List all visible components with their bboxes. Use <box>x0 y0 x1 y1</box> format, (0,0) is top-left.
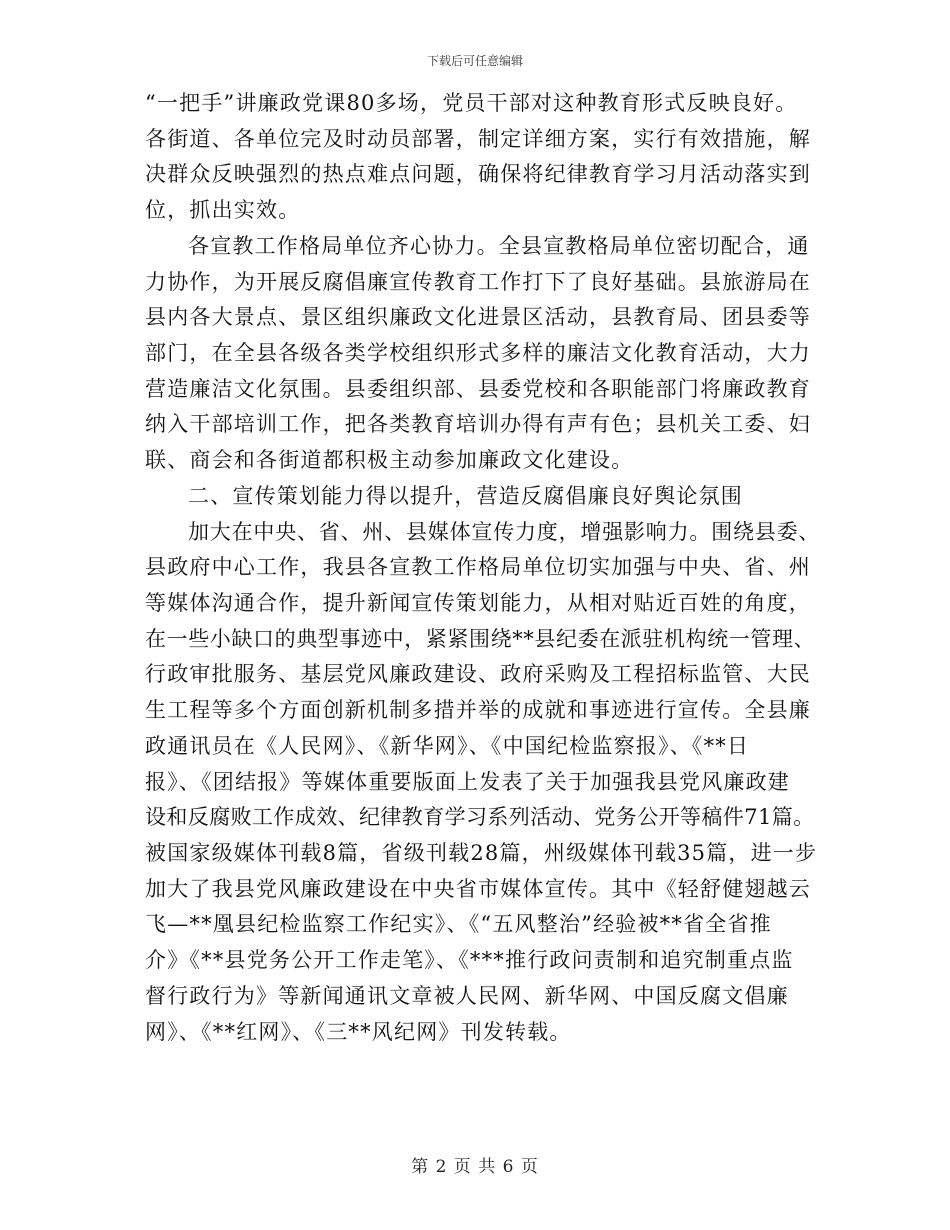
text-line: 营造廉洁文化氛围。县委组织部、县委党校和各职能部门将廉政教育 <box>145 377 811 401</box>
text-line: 飞—**凰县纪检监察工作纪实》、《“五风整治”经验被**省全省推 <box>145 912 772 936</box>
text-line: 县政府中心工作，我县各宣教工作格局单位切实加强与中央、省、州 <box>145 555 811 579</box>
text-line: 位，抓出实效。 <box>145 198 301 222</box>
paragraph-first-line: 加大在中央、省、州、县媒体宣传力度，增强影响力。围绕县委、 <box>188 520 821 544</box>
text-line: 介》《**县党务公开工作走笔》、《***推行政问责制和追究制重点监 <box>145 948 794 972</box>
text-line: 力协作，为开展反腐倡廉宣传教育工作打下了良好基础。县旅游局在 <box>145 270 811 294</box>
text-line: 报》、《团结报》等媒体重要版面上发表了关于加强我县党风廉政建 <box>145 770 790 794</box>
text-line: 等媒体沟通合作，提升新闻宣传策划能力，从相对贴近百姓的角度， <box>145 591 811 615</box>
text-line: 联、商会和各街道都积极主动参加廉政文化建设。 <box>145 448 634 472</box>
text-line: 督行政行为》等新闻通讯文章被人民网、新华网、中国反腐文倡廉 <box>145 984 789 1008</box>
text-line: 县内各大景点、景区组织廉政文化进景区活动，县教育局、团县委等 <box>145 305 811 329</box>
text-line: 被国家级媒体刊载8篇，省级刊载28篇，州级媒体刊载35篇，进一步 <box>145 841 818 865</box>
text-line: “一把手”讲廉政党课80多场，党员干部对这种教育形式反映良好。 <box>145 91 798 115</box>
text-line: 政通讯员在《人民网》、《新华网》、《中国纪检监察报》、《**日 <box>145 734 750 758</box>
page-number: 第 2 页 共 6 页 <box>411 1157 539 1177</box>
text-line: 设和反腐败工作成效、纪律教育学习系列活动、党务公开等稿件71篇。 <box>145 805 815 829</box>
paragraph-first-line: 各宣教工作格局单位齐心协力。全县宣教格局单位密切配合，通 <box>188 234 810 258</box>
text-line: 各街道、各单位完及时动员部署，制定详细方案，实行有效措施，解 <box>145 127 811 151</box>
text-line: 网》、《**红网》、《三**风纪网》刊发转载。 <box>145 1020 572 1044</box>
text-line: 行政审批服务、基层党风廉政建设、政府采购及工程招标监管、大民 <box>145 662 811 686</box>
page-header: 下载后可任意编辑 <box>426 54 523 68</box>
text-line: 纳入干部培训工作，把各类教育培训办得有声有色；县机关工委、妇 <box>145 412 811 436</box>
text-line: 决群众反映强烈的热点难点问题，确保将纪律教育学习月活动落实到 <box>145 162 811 186</box>
text-line: 部门，在全县各级各类学校组织形式多样的廉洁文化教育活动，大力 <box>145 341 811 365</box>
text-line: 生工程等多个方面创新机制多措并举的成就和事迹进行宣传。全县廉 <box>145 698 811 722</box>
text-line: 在一些小缺口的典型事迹中，紧紧围绕**县纪委在派驻机构统一管理、 <box>145 627 816 651</box>
section-heading: 二、宣传策划能力得以提升，营造反腐倡廉良好舆论氛围 <box>188 484 743 508</box>
text-line: 加大了我县党风廉政建设在中央省市媒体宣传。其中《轻舒健翅越云 <box>145 877 811 901</box>
